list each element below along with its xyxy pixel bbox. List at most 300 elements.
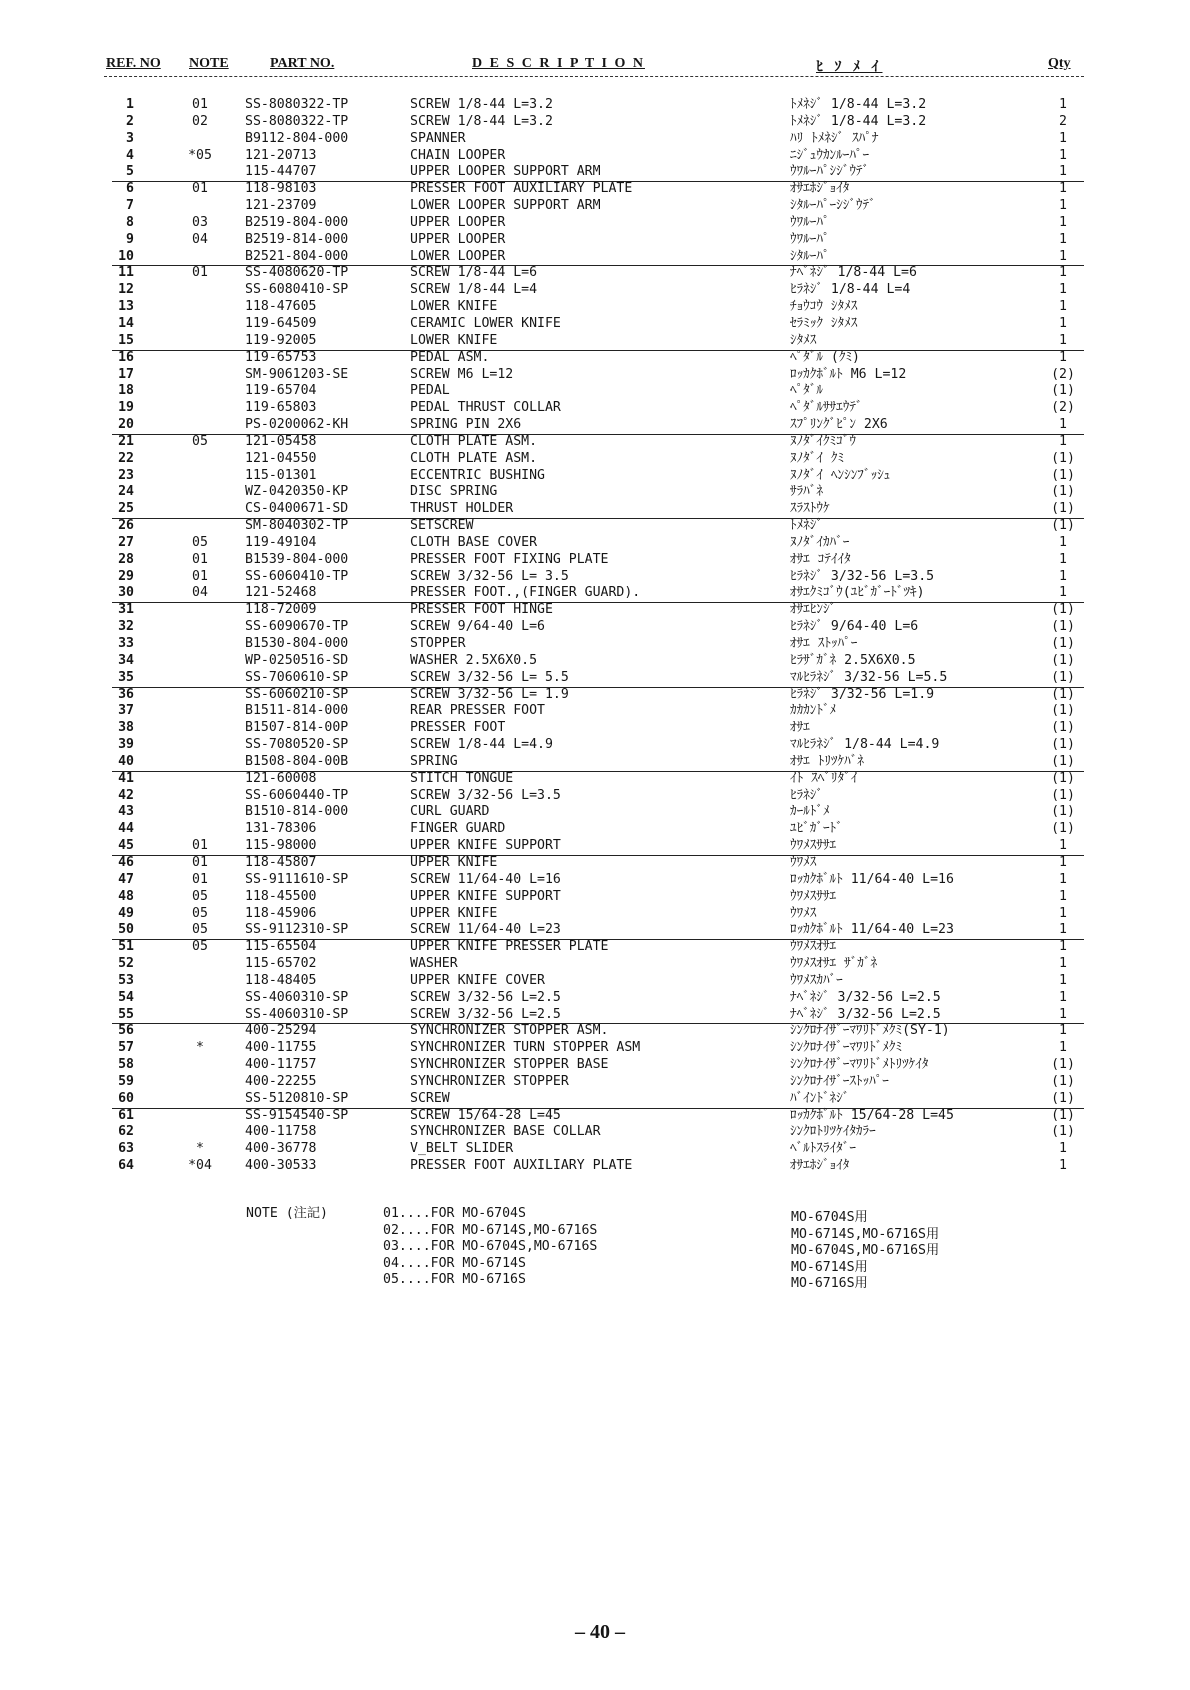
qty-cell: (1) — [1051, 501, 1075, 517]
qty-cell: 1 — [1059, 164, 1067, 180]
notes-label: NOTE (注記) — [246, 1206, 328, 1221]
part-no-cell: 118-47605 — [245, 299, 317, 315]
table-row — [104, 501, 1084, 518]
description-cell: SYNCHRONIZER TURN STOPPER ASM — [410, 1040, 641, 1056]
description-cell: SCREW M6 L=12 — [410, 366, 514, 382]
note-cell: *04 — [188, 1158, 212, 1174]
table-row — [104, 468, 1084, 485]
kana-name-cell: ｳﾜﾒｽ — [790, 905, 817, 921]
part-no-cell: 119-65803 — [245, 400, 317, 416]
description-cell: SPRING — [410, 753, 458, 769]
part-no-cell: 115-65702 — [245, 956, 317, 972]
qty-cell: 1 — [1059, 97, 1067, 112]
part-no-cell: SS-7060610-SP — [245, 669, 349, 685]
part-no-cell: 400-25294 — [245, 1023, 317, 1039]
table-row — [104, 889, 1084, 906]
note-cell: 05 — [192, 939, 208, 955]
ref-cell: 55 — [118, 1006, 134, 1022]
qty-cell: 1 — [1059, 214, 1067, 230]
ref-cell: 61 — [118, 1107, 134, 1123]
part-no-cell: 121-05458 — [245, 433, 317, 449]
ref-cell: 4 — [126, 147, 134, 163]
qty-cell: (1) — [1051, 753, 1075, 769]
kana-name-cell: ｼﾀﾒｽ — [790, 332, 817, 348]
table-row — [104, 602, 1084, 619]
part-no-cell: SS-4080620-TP — [245, 265, 349, 281]
part-no-cell: 118-48405 — [245, 972, 317, 988]
description-cell: SCREW 3/32-56 L= 3.5 — [410, 568, 569, 584]
kana-name-cell: ｳﾜﾒｽｵｻｴ ｻﾞｶﾞﾈ — [790, 956, 878, 972]
part-no-cell: B1510-814-000 — [245, 804, 349, 820]
table-row — [104, 788, 1084, 805]
table-row — [104, 265, 1084, 282]
kana-name-cell: ｶｶｶﾝﾄﾞﾒ — [790, 703, 837, 719]
note-cell: 01 — [192, 838, 208, 854]
part-no-cell: B1507-814-00P — [245, 720, 349, 736]
ref-cell: 54 — [118, 989, 134, 1005]
part-no-cell: SS-8080322-TP — [245, 113, 349, 129]
qty-cell: 1 — [1059, 956, 1067, 972]
qty-cell: (1) — [1051, 804, 1075, 820]
part-no-cell: 118-98103 — [245, 181, 317, 197]
part-no-cell: 131-78306 — [245, 821, 317, 837]
part-no-cell: 119-64509 — [245, 315, 317, 331]
qty-cell: (1) — [1051, 770, 1075, 786]
ref-cell: 5 — [126, 164, 134, 180]
part-no-cell: 400-11755 — [245, 1040, 317, 1056]
kana-name-cell: ｳﾜﾒｽｻｻｴ — [790, 838, 837, 854]
part-no-cell: 115-65504 — [245, 939, 317, 955]
kana-name-cell: ﾛｯｶｸﾎﾞﾙﾄ M6 L=12 — [790, 366, 907, 382]
description-cell: SYNCHRONIZER STOPPER — [410, 1073, 569, 1089]
part-no-cell: SS-7080520-SP — [245, 737, 349, 753]
kana-name-cell: ｵｻｴ — [790, 720, 810, 736]
part-no-cell: B2519-814-000 — [245, 231, 349, 247]
description-cell: SCREW 3/32-56 L=2.5 — [410, 1006, 561, 1022]
table-row — [104, 552, 1084, 569]
kana-name-cell: ﾍﾟﾀﾞﾙ — [790, 383, 823, 399]
description-cell: SPRING PIN 2X6 — [410, 417, 522, 433]
table-row — [104, 181, 1084, 198]
part-no-cell: SM-8040302-TP — [245, 518, 349, 534]
description-cell: LOWER LOOPER SUPPORT ARM — [410, 198, 601, 214]
kana-name-cell: ﾛｯｶｸﾎﾞﾙﾄ 11/64-40 L=16 — [790, 871, 954, 887]
description-cell: SETSCREW — [410, 518, 474, 534]
ref-cell: 49 — [118, 905, 134, 921]
table-row — [104, 855, 1084, 872]
part-no-cell: B9112-804-000 — [245, 130, 349, 146]
note-ja-line: MO-6704S,MO-6716S用 — [791, 1243, 940, 1258]
table-row — [104, 249, 1084, 266]
table-row — [104, 215, 1084, 232]
table-row — [104, 97, 1084, 114]
description-cell: UPPER KNIFE COVER — [410, 972, 545, 988]
header-part-no: PART NO. — [270, 56, 335, 71]
description-cell: PEDAL THRUST COLLAR — [410, 400, 561, 416]
table-row — [104, 316, 1084, 333]
qty-cell: (1) — [1051, 1090, 1075, 1106]
description-cell: ECCENTRIC BUSHING — [410, 467, 545, 483]
table-row — [104, 703, 1084, 720]
table-row — [104, 417, 1084, 434]
ref-cell: 17 — [118, 366, 134, 382]
part-no-cell: SS-6090670-TP — [245, 619, 349, 635]
qty-cell: (1) — [1051, 652, 1075, 668]
part-no-cell: WZ-0420350-KP — [245, 484, 349, 500]
part-no-cell: SS-4060310-SP — [245, 1006, 349, 1022]
note-cell: * — [196, 1141, 204, 1157]
table-row — [104, 164, 1084, 181]
ref-cell: 39 — [118, 737, 134, 753]
qty-cell: (1) — [1051, 484, 1075, 500]
part-no-cell: 400-22255 — [245, 1073, 317, 1089]
description-cell: SCREW 3/32-56 L= 5.5 — [410, 669, 569, 685]
qty-cell: 1 — [1059, 248, 1067, 264]
qty-cell: 1 — [1059, 838, 1067, 854]
qty-cell: 1 — [1059, 282, 1067, 298]
kana-name-cell: ｵｻｴ ｽﾄｯﾊﾟｰ — [790, 636, 858, 651]
ref-cell: 64 — [118, 1158, 134, 1174]
note-cell: 04 — [192, 585, 208, 601]
ref-cell: 9 — [126, 231, 134, 247]
kana-name-cell: ﾋﾗﾈｼﾞ — [790, 787, 823, 803]
ref-cell: 15 — [118, 332, 134, 348]
kana-name-cell: ﾕﾋﾞｶﾞｰﾄﾞ — [790, 821, 843, 837]
qty-cell: 1 — [1059, 972, 1067, 988]
kana-name-cell: ｼﾝｸﾛﾄﾘﾂｹｲﾀｶﾗｰ — [790, 1124, 876, 1140]
kana-name-cell: ｶｰﾙﾄﾞﾒ — [790, 804, 830, 820]
kana-name-cell: ﾅﾍﾞﾈｼﾞ 1/8-44 L=6 — [790, 265, 917, 281]
ref-cell: 3 — [126, 130, 134, 146]
note-code-line: 03....FOR MO-6704S,MO-6716S — [383, 1239, 598, 1254]
description-cell: PRESSER FOOT FIXING PLATE — [410, 551, 609, 567]
qty-cell: (1) — [1051, 1107, 1075, 1123]
qty-cell: 1 — [1059, 231, 1067, 247]
note-cell: 01 — [192, 551, 208, 567]
ref-cell: 24 — [118, 484, 134, 500]
kana-name-cell: ｼﾀﾙｰﾊﾟｰｼｼﾞｳﾃﾞ — [790, 198, 876, 214]
part-no-cell: 119-49104 — [245, 534, 317, 550]
kana-name-cell: ﾇﾉﾀﾞｲｶﾊﾞｰ — [790, 534, 850, 550]
description-cell: UPPER KNIFE PRESSER PLATE — [410, 939, 609, 955]
kana-name-cell: ｲﾄ ｽﾍﾞﾘﾀﾞｲ — [790, 770, 858, 786]
table-row — [104, 990, 1084, 1007]
table-row — [104, 1023, 1084, 1040]
qty-cell: (1) — [1051, 1124, 1075, 1140]
table-row — [104, 484, 1084, 501]
note-cell: 01 — [192, 871, 208, 887]
qty-cell: 1 — [1059, 1040, 1067, 1056]
kana-name-cell: ｳﾜﾙｰﾊﾟ — [790, 231, 830, 247]
description-cell: SCREW 1/8-44 L=3.2 — [410, 97, 553, 112]
table-row — [104, 451, 1084, 468]
parts-table — [104, 97, 1084, 1175]
ref-cell: 62 — [118, 1124, 134, 1140]
ref-cell: 10 — [118, 248, 134, 264]
description-cell: UPPER LOOPER — [410, 214, 506, 230]
ref-cell: 38 — [118, 720, 134, 736]
description-cell: SPANNER — [410, 130, 466, 146]
qty-cell: (1) — [1051, 1057, 1075, 1073]
note-cell: *05 — [188, 147, 212, 163]
qty-cell: (2) — [1051, 400, 1075, 416]
description-cell: SCREW 11/64-40 L=16 — [410, 871, 561, 887]
ref-cell: 29 — [118, 568, 134, 584]
description-cell: PRESSER FOOT HINGE — [410, 602, 553, 618]
description-cell: CURL GUARD — [410, 804, 490, 820]
ref-cell: 11 — [118, 265, 134, 281]
kana-name-cell: ﾋﾗｻﾞｶﾞﾈ 2.5X6X0.5 — [790, 652, 916, 668]
description-cell: WASHER 2.5X6X0.5 — [410, 652, 538, 668]
ref-cell: 50 — [118, 922, 134, 938]
ref-cell: 56 — [118, 1023, 134, 1039]
qty-cell: 1 — [1059, 534, 1067, 550]
note-ja-line: MO-6716S用 — [791, 1276, 868, 1291]
part-no-cell: B1539-804-000 — [245, 551, 349, 567]
kana-name-cell: ｽﾗｽﾄｳｹ — [790, 501, 830, 517]
description-cell: SCREW 9/64-40 L=6 — [410, 619, 545, 635]
part-no-cell: 400-11757 — [245, 1057, 317, 1073]
note-cell: 01 — [192, 265, 208, 281]
description-cell: PEDAL — [410, 383, 450, 399]
description-cell: PRESSER FOOT AUXILIARY PLATE — [410, 1158, 633, 1174]
part-no-cell: SM-9061203-SE — [245, 366, 349, 382]
part-no-cell: SS-6060410-TP — [245, 568, 349, 584]
qty-cell: 1 — [1059, 349, 1067, 365]
note-cell: 01 — [192, 97, 208, 112]
ref-cell: 28 — [118, 551, 134, 567]
qty-cell: 1 — [1059, 417, 1067, 433]
qty-cell: 1 — [1059, 130, 1067, 146]
part-no-cell: 121-04550 — [245, 450, 317, 466]
description-cell: SCREW 11/64-40 L=23 — [410, 922, 561, 938]
table-row — [104, 1158, 1084, 1175]
qty-cell: 1 — [1059, 181, 1067, 197]
description-cell: DISC SPRING — [410, 484, 498, 500]
table-row — [104, 1141, 1084, 1158]
note-cell: 04 — [192, 231, 208, 247]
note-cell: 01 — [192, 854, 208, 870]
table-row — [104, 1074, 1084, 1091]
description-cell: SYNCHRONIZER BASE COLLAR — [410, 1124, 601, 1140]
ref-cell: 35 — [118, 669, 134, 685]
description-cell: CHAIN LOOPER — [410, 147, 506, 163]
kana-name-cell: ｽﾌﾟﾘﾝｸﾞﾋﾟﾝ 2X6 — [790, 417, 888, 433]
kana-name-cell: ｳﾜﾒｽｵｻｴ — [790, 939, 837, 955]
note-cell: 02 — [192, 113, 208, 129]
table-row — [104, 838, 1084, 855]
table-row — [104, 804, 1084, 821]
part-no-cell: 118-45500 — [245, 888, 317, 904]
description-cell: CLOTH PLATE ASM. — [410, 433, 538, 449]
table-row — [104, 1091, 1084, 1108]
qty-cell: 1 — [1059, 922, 1067, 938]
part-no-cell: B2519-804-000 — [245, 214, 349, 230]
table-row — [104, 821, 1084, 838]
qty-cell: (1) — [1051, 737, 1075, 753]
ref-cell: 32 — [118, 619, 134, 635]
description-cell: UPPER KNIFE — [410, 854, 498, 870]
part-no-cell: 121-20713 — [245, 147, 317, 163]
qty-cell: (1) — [1051, 821, 1075, 837]
note-ja-line: MO-6714S用 — [791, 1259, 868, 1275]
kana-name-cell: ｼﾝｸﾛﾅｲｻﾞｰﾏﾜﾘﾄﾞﾒﾄﾘﾂｹｲﾀ — [790, 1057, 929, 1073]
ref-cell: 14 — [118, 315, 134, 331]
part-no-cell: SS-9112310-SP — [245, 922, 349, 938]
table-row — [104, 922, 1084, 939]
kana-name-cell: ﾏﾙﾋﾗﾈｼﾞ 1/8-44 L=4.9 — [790, 737, 940, 753]
part-no-cell: B1508-804-00B — [245, 753, 349, 769]
table-row — [104, 400, 1084, 417]
ref-cell: 8 — [126, 214, 134, 230]
table-row — [104, 585, 1084, 602]
description-cell: SCREW 1/8-44 L=6 — [410, 265, 538, 281]
description-cell: PEDAL ASM. — [410, 349, 490, 365]
qty-cell: (1) — [1051, 669, 1075, 685]
ref-cell: 48 — [118, 888, 134, 904]
part-no-cell: B1511-814-000 — [245, 703, 349, 719]
part-no-cell: 118-72009 — [245, 602, 317, 618]
table-row — [104, 282, 1084, 299]
description-cell: SCREW 3/32-56 L= 1.9 — [410, 686, 569, 702]
table-row — [104, 569, 1084, 586]
kana-name-cell: ｵｻｴﾎｼﾞｮｲﾀ — [790, 181, 850, 197]
description-cell: UPPER KNIFE — [410, 905, 498, 921]
table-row — [104, 1007, 1084, 1024]
description-cell: SYNCHRONIZER STOPPER ASM. — [410, 1023, 609, 1039]
ref-cell: 21 — [118, 433, 134, 449]
qty-cell: (1) — [1051, 636, 1075, 651]
note-code-line: 05....FOR MO-6716S — [383, 1272, 526, 1287]
table-row — [104, 939, 1084, 956]
ref-cell: 37 — [118, 703, 134, 719]
table-row — [104, 434, 1084, 451]
ref-cell: 33 — [118, 636, 134, 651]
description-cell: PRESSER FOOT AUXILIARY PLATE — [410, 181, 633, 197]
note-cell: 03 — [192, 214, 208, 230]
ref-cell: 2 — [126, 113, 134, 129]
part-no-cell: 115-98000 — [245, 838, 317, 854]
qty-cell: (1) — [1051, 1073, 1075, 1089]
qty-cell: 1 — [1059, 147, 1067, 163]
kana-name-cell: ｳﾜﾒｽ — [790, 854, 817, 870]
ref-cell: 6 — [126, 181, 134, 197]
ref-cell: 18 — [118, 383, 134, 399]
part-no-cell: 121-23709 — [245, 198, 317, 214]
description-cell: STITCH TONGUE — [410, 770, 514, 786]
ref-cell: 36 — [118, 686, 134, 702]
table-row — [104, 198, 1084, 215]
kana-name-cell: ﾊﾘ ﾄﾒﾈｼﾞ ｽﾊﾟﾅ — [790, 130, 879, 146]
qty-cell: 1 — [1059, 1023, 1067, 1039]
ref-cell: 44 — [118, 821, 134, 837]
description-cell: UPPER KNIFE SUPPORT — [410, 888, 561, 904]
description-cell: SCREW 1/8-44 L=4.9 — [410, 737, 553, 753]
part-no-cell: SS-6080410-SP — [245, 282, 349, 298]
note-cell: 05 — [192, 922, 208, 938]
ref-cell: 25 — [118, 501, 134, 517]
part-no-cell: SS-6060440-TP — [245, 787, 349, 803]
ref-cell: 41 — [118, 770, 134, 786]
ref-cell: 51 — [118, 939, 134, 955]
kana-name-cell: ﾅﾍﾞﾈｼﾞ 3/32-56 L=2.5 — [790, 989, 941, 1005]
description-cell: SCREW 3/32-56 L=2.5 — [410, 989, 561, 1005]
kana-name-cell: ｼﾝｸﾛﾅｲｻﾞｰｽﾄｯﾊﾟｰ — [790, 1073, 889, 1089]
ref-cell: 59 — [118, 1073, 134, 1089]
note-cell: 01 — [192, 568, 208, 584]
part-no-cell: 119-65704 — [245, 383, 317, 399]
table-row — [104, 299, 1084, 316]
ref-cell: 52 — [118, 956, 134, 972]
table-row — [104, 872, 1084, 889]
qty-cell: 1 — [1059, 265, 1067, 281]
kana-name-cell: ｵｻｴ ｺﾃｲｲﾀ — [790, 551, 851, 567]
description-cell: UPPER KNIFE SUPPORT — [410, 838, 561, 854]
part-no-cell: WP-0250516-SD — [245, 652, 349, 668]
qty-cell: 1 — [1059, 989, 1067, 1005]
ref-cell: 45 — [118, 838, 134, 854]
ref-cell: 7 — [126, 198, 134, 214]
kana-name-cell: ﾏﾙﾋﾗﾈｼﾞ 3/32-56 L=5.5 — [790, 669, 948, 685]
header-description: D E S C R I P T I O N — [472, 56, 645, 71]
ref-cell: 30 — [118, 585, 134, 601]
table-row — [104, 636, 1084, 653]
part-no-cell: 118-45807 — [245, 854, 317, 870]
kana-name-cell: ﾇﾉﾀﾞｲｸﾐｺﾞｳ — [790, 433, 856, 449]
qty-cell: (1) — [1051, 686, 1075, 702]
qty-cell: (1) — [1051, 518, 1075, 534]
qty-cell: 1 — [1059, 888, 1067, 904]
table-row — [104, 687, 1084, 704]
qty-cell: (2) — [1051, 366, 1075, 382]
description-cell: SCREW 15/64-28 L=45 — [410, 1107, 561, 1123]
table-row — [104, 670, 1084, 687]
note-ja-line: MO-6714S,MO-6716S用 — [791, 1226, 940, 1242]
ref-cell: 57 — [118, 1040, 134, 1056]
kana-name-cell: ｳﾜﾒｽｻｻｴ — [790, 888, 837, 904]
table-row — [104, 1057, 1084, 1074]
qty-cell: (1) — [1051, 619, 1075, 635]
ref-cell: 27 — [118, 534, 134, 550]
kana-name-cell: ﾋﾗﾈｼﾞ 3/32-56 L=1.9 — [790, 686, 935, 702]
kana-name-cell: ﾆｼﾞｭｳｶﾝﾙｰﾊﾟｰ — [790, 147, 870, 163]
note-cell: * — [196, 1040, 204, 1056]
kana-name-cell: ｳﾜﾙｰﾊﾟ — [790, 214, 830, 230]
ref-cell: 58 — [118, 1057, 134, 1073]
description-cell: LOWER KNIFE — [410, 299, 498, 315]
table-row — [104, 131, 1084, 148]
table-row — [104, 350, 1084, 367]
note-cell: 05 — [192, 534, 208, 550]
table-row — [104, 232, 1084, 249]
description-cell: THRUST HOLDER — [410, 501, 514, 517]
ref-cell: 16 — [118, 349, 134, 365]
description-cell: SCREW — [410, 1090, 450, 1106]
kana-name-cell: ｾﾗﾐｯｸ ｼﾀﾒｽ — [790, 315, 858, 331]
table-row — [104, 518, 1084, 535]
header-ref-no: REF. NO — [106, 56, 161, 71]
description-cell: SCREW 3/32-56 L=3.5 — [410, 787, 561, 803]
description-cell: SCREW 1/8-44 L=3.2 — [410, 113, 553, 129]
ref-cell: 23 — [118, 467, 134, 483]
kana-name-cell: ﾇﾉﾀﾞｲ ﾍﾝｼﾝﾌﾞｯｼｭ — [790, 467, 891, 483]
kana-name-cell: ｳﾜﾒｽｶﾊﾞｰ — [790, 972, 843, 988]
part-no-cell: 119-92005 — [245, 332, 317, 348]
part-no-cell: 119-65753 — [245, 349, 317, 365]
kana-name-cell: ｵｻｴﾋﾝｼﾞ — [790, 602, 837, 618]
page-number: – 40 – — [575, 1621, 625, 1643]
part-no-cell: B1530-804-000 — [245, 636, 349, 651]
